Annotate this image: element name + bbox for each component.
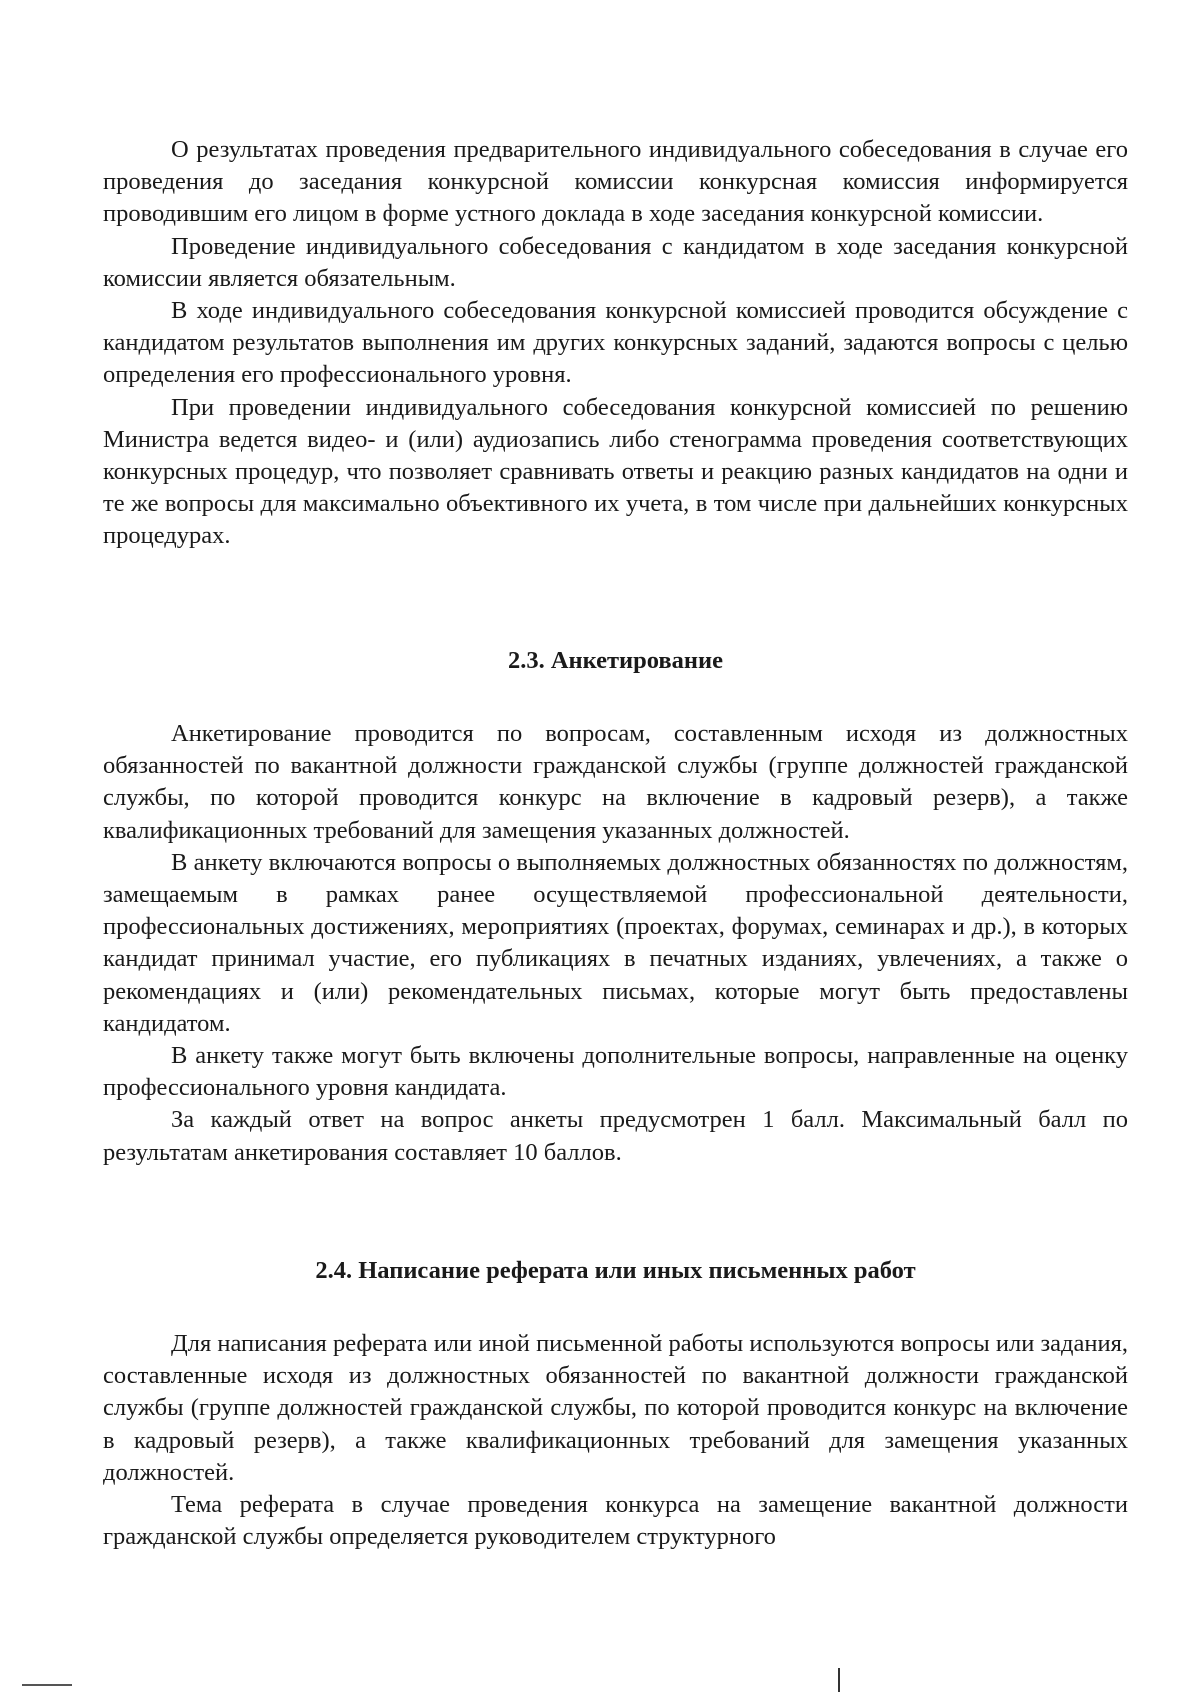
paragraph: В анкету также могут быть включены дополнительные вопросы, направленные на оценку профессионального уровня кандидата. [103,1042,1128,1102]
paragraph: За каждый ответ на вопрос анкеты предусмотрен 1 балл. Максимальный балл по результатам анкетирования составляет 10 баллов. [103,1106,1128,1166]
section-heading-2-3: 2.3. Анкетирование [507,647,724,674]
section-heading-2-4: 2.4. Написание реферата или иных письменных работ [315,1257,916,1284]
paragraph: Тема реферата в случае проведения конкурса на замещение вакантной должности гражданской службы определяется руководителем структурного [103,1491,1128,1551]
scan-edge-line [22,1684,72,1686]
paragraph: О результатах проведения предварительного индивидуального собеседования в случае его проведения до заседания конкурсной комиссии конкурсная комиссия информируется проводившим его лицом в форме устного доклада в ходе заседания конкурсной комиссии. [103,136,1128,228]
section-2-2-body [103,134,1128,553]
paragraph: В анкету включаются вопросы о выполняемых должностных обязанностях по должностям, замещаемым в рамках ранее осуществляемой профессиональной деятельности, профессиональных достижениях, мероприятиях (проектах, форумах, семинарах и др.), в которых кандидат принимал участие, его публикациях в печатных изданиях, увлечениях, а также о рекомендациях и (или) рекомендательных письмах, которые могут быть предоставлены кандидатом. [103,848,1128,1037]
paragraph: В ходе индивидуального собеседования конкурсной комиссией проводится обсуждение с кандидатом результатов выполнения им других конкурсных заданий, задаются вопросы с целью определения его профессионального уровня. [103,297,1128,389]
paragraph: Проведение индивидуального собеседования с кандидатом в ходе заседания конкурсной комиссии является обязательным. [103,232,1128,292]
paragraph: Для написания реферата или иной письменной работы используются вопросы или задания, составленные исходя из должностных обязанностей по вакантной должности гражданской службы (группе должностей гражданской службы, по которой проводится конкурс на включение в кадровый резерв), а также квалификационных требований для замещения указанных должностей. [103,1330,1128,1486]
section-2-3-body [103,718,1128,1169]
section-2-4-body [103,1328,1128,1553]
scan-mark [838,1668,840,1692]
paragraph: При проведении индивидуального собеседования конкурсной комиссией по решению Министра ведется видео- и (или) аудиозапись либо стенограмма проведения соответствующих конкурсных процедур, что позволяет сравнивать ответы и реакцию разных кандидатов на одни и те же вопросы для максимально объективного их учета, в том числе при дальнейших конкурсных процедурах. [103,393,1128,550]
paragraph: Анкетирование проводится по вопросам, составленным исходя из должностных обязанностей по вакантной должности гражданской службы (группе должностей гражданской службы, по которой проводится конкурс на включение в кадровый резерв), а также квалификационных требований для замещения указанных должностей. [103,720,1128,844]
